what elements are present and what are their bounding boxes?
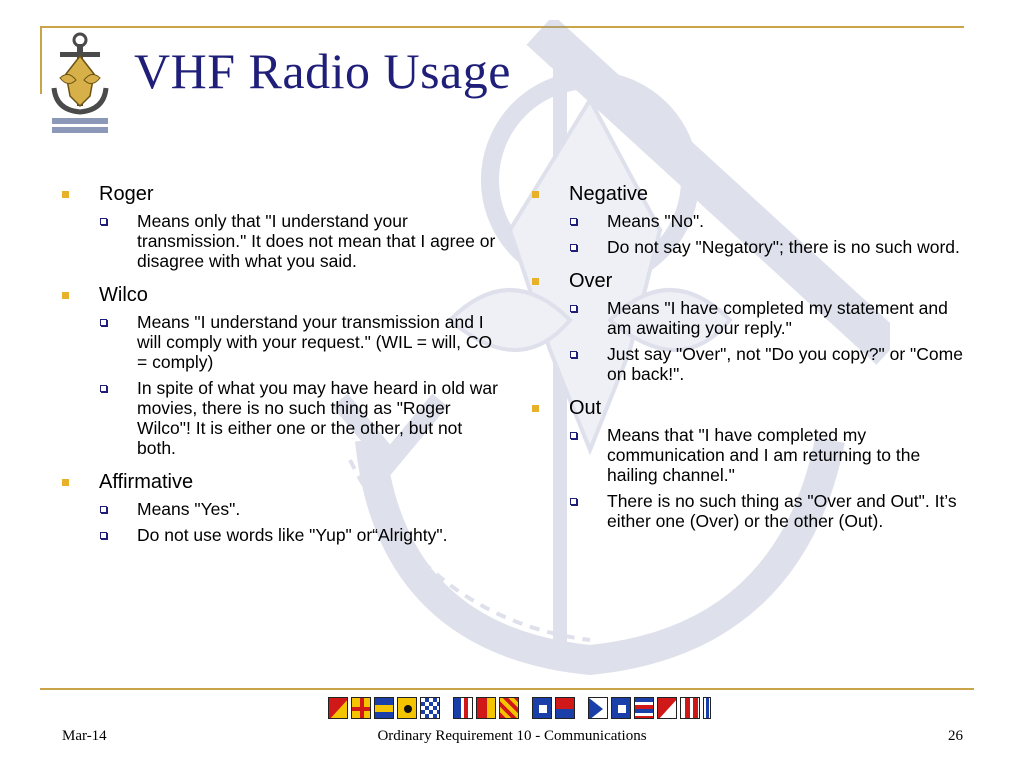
sub-point-text: Do not use words like "Yup" or“Alrighty".	[137, 525, 448, 545]
term-wilco	[62, 284, 502, 458]
sub-point	[532, 344, 972, 384]
hollow-square-bullet-icon	[100, 532, 107, 539]
flag-icon	[374, 697, 394, 719]
square-bullet-icon	[532, 191, 539, 198]
square-bullet-icon	[532, 405, 539, 412]
sub-point	[62, 211, 502, 271]
hollow-square-bullet-icon	[570, 432, 577, 439]
term-heading	[62, 183, 502, 205]
hollow-square-bullet-icon	[100, 319, 107, 326]
sub-point-text: Do not say "Negatory"; there is no such word.	[607, 237, 960, 257]
sea-scouts-emblem-icon	[46, 30, 114, 134]
flag-icon	[657, 697, 677, 719]
term-label: Roger	[99, 183, 154, 205]
sub-point-text: Means that "I have completed my communication and I am returning to the hailing channel."	[607, 425, 921, 485]
term-heading	[532, 397, 972, 419]
square-bullet-icon	[62, 292, 69, 299]
flag-icon	[634, 697, 654, 719]
term-heading	[62, 284, 502, 306]
flag-icon	[588, 697, 608, 719]
sub-point	[532, 237, 972, 257]
term-label: Affirmative	[99, 471, 194, 493]
hollow-square-bullet-icon	[570, 498, 577, 505]
flag-icon	[703, 697, 711, 719]
frame-left-line	[40, 26, 42, 94]
term-affirmative	[62, 471, 502, 545]
term-negative	[532, 183, 972, 257]
right-column	[532, 183, 972, 544]
sub-point	[532, 491, 972, 531]
sub-point	[532, 298, 972, 338]
sub-point-text: Means "No".	[607, 211, 705, 231]
square-bullet-icon	[62, 191, 69, 198]
term-heading	[62, 471, 502, 493]
flag-icon	[420, 697, 440, 719]
signal-flags-strip	[328, 697, 711, 721]
sub-point	[532, 211, 972, 231]
flag-icon	[680, 697, 700, 719]
term-roger	[62, 183, 502, 271]
term-points	[62, 312, 502, 458]
sub-point-text: Means "Yes".	[137, 499, 241, 519]
term-heading	[532, 183, 972, 205]
sub-point-text: Means only that "I understand your transmission." It does not mean that I agree or disagree with what you said.	[137, 211, 496, 271]
flag-icon	[532, 697, 552, 719]
sub-point	[62, 525, 502, 545]
sub-point	[62, 312, 502, 372]
term-label: Over	[569, 270, 613, 292]
term-label: Out	[569, 397, 602, 419]
footer-page-number: 26	[948, 728, 963, 744]
term-over	[532, 270, 972, 384]
footer-date: Mar-14	[62, 728, 107, 744]
left-column	[62, 183, 502, 558]
term-points	[532, 298, 972, 384]
sub-point	[62, 378, 502, 458]
hollow-square-bullet-icon	[570, 351, 577, 358]
flag-icon	[397, 697, 417, 719]
hollow-square-bullet-icon	[100, 218, 107, 225]
hollow-square-bullet-icon	[100, 385, 107, 392]
term-out	[532, 397, 972, 531]
term-label: Negative	[569, 183, 648, 205]
sub-point-text: In spite of what you may have heard in old war movies, there is no such thing as "Roger Wilco"! It is either one or the other, but not both.	[137, 378, 498, 458]
flag-icon	[499, 697, 519, 719]
square-bullet-icon	[532, 278, 539, 285]
term-points	[62, 499, 502, 545]
sub-point	[532, 425, 972, 485]
square-bullet-icon	[62, 479, 69, 486]
term-points	[62, 211, 502, 271]
sub-point-text: Just say "Over", not "Do you copy?" or "Come on back!".	[607, 344, 963, 384]
flag-icon	[611, 697, 631, 719]
term-heading	[532, 270, 972, 292]
flag-icon	[453, 697, 473, 719]
term-label: Wilco	[99, 284, 148, 306]
term-points	[532, 425, 972, 531]
sub-point-text: There is no such thing as "Over and Out". It’s either one (Over) or the other (Out).	[607, 491, 957, 531]
sub-point-text: Means "I understand your transmission and I will comply with your request." (WIL = will, CO = comply)	[137, 312, 493, 372]
hollow-square-bullet-icon	[570, 218, 577, 225]
sub-point-text: Means "I have completed my statement and am awaiting your reply."	[607, 298, 948, 338]
flag-icon	[351, 697, 371, 719]
hollow-square-bullet-icon	[570, 244, 577, 251]
slide-title: VHF Radio Usage	[134, 43, 511, 99]
footer-title: Ordinary Requirement 10 - Communications	[377, 728, 647, 744]
hollow-square-bullet-icon	[570, 305, 577, 312]
flag-icon	[328, 697, 348, 719]
sub-point	[62, 499, 502, 519]
term-points	[532, 211, 972, 257]
flag-icon	[476, 697, 496, 719]
flag-icon	[555, 697, 575, 719]
hollow-square-bullet-icon	[100, 506, 107, 513]
